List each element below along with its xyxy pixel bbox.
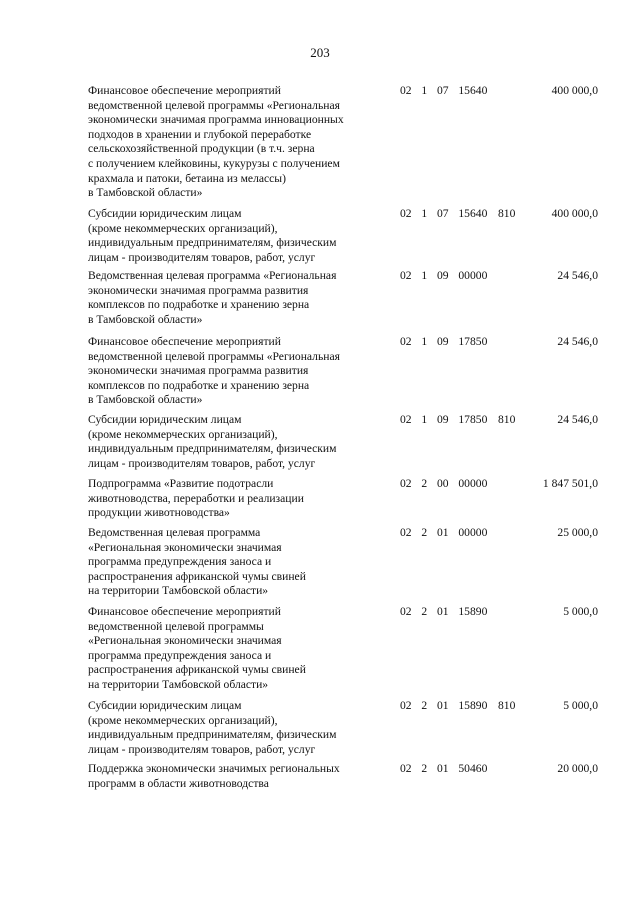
- row-code: 02 1 07 15640: [400, 84, 488, 97]
- row-description: Финансовое обеспечение мероприятий ведомственной целевой программы «Региональная экономически значимая программа инновационных подходов в хранении и глубокой переработке сельскохозяйственной продукции (в т.ч. зерна с получением клейковины, кукурузы с получением крахмала и патоки, бетаина из мелассы) в Тамбовской области»: [88, 84, 344, 200]
- row-description: Подпрограмма «Развитие подотрасли животноводства, переработки и реализации продукции животноводства»: [88, 477, 304, 520]
- row-code: 02 2 00 00000: [400, 477, 488, 490]
- row-code: 02 1 09 17850: [400, 335, 488, 348]
- page-number: 203: [310, 45, 330, 60]
- row-amount: 24 546,0: [557, 335, 598, 348]
- row-code: 02 1 09 00000: [400, 269, 488, 282]
- row-description: Субсидии юридическим лицам (кроме некоммерческих организаций), индивидуальным предпринимателям, физическим лицам - производителям товаров, работ, услуг: [88, 207, 337, 264]
- row-description: Субсидии юридическим лицам (кроме некоммерческих организаций), индивидуальным предпринимателям, физическим лицам - производителям товаров, работ, услуг: [88, 699, 337, 756]
- row-expense-type: 810: [498, 699, 516, 712]
- row-description: Субсидии юридическим лицам (кроме некоммерческих организаций), индивидуальным предпринимателям, физическим лицам - производителям товаров, работ, услуг: [88, 413, 337, 470]
- row-description: Ведомственная целевая программа «Региональная экономически значимая программа предупреждения заноса и распространения африканской чумы свиней на территории Тамбовской области»: [88, 526, 306, 598]
- row-code: 02 2 01 15890: [400, 699, 488, 712]
- row-description: Ведомственная целевая программа «Региональная экономически значимая программа развития комплексов по подработке и хранению зерна в Тамбовской области»: [88, 269, 337, 326]
- row-amount: 24 546,0: [557, 413, 598, 426]
- row-amount: 25 000,0: [557, 526, 598, 539]
- row-code: 02 2 01 00000: [400, 526, 488, 539]
- row-code: 02 2 01 15890: [400, 605, 488, 618]
- row-code: 02 2 01 50460: [400, 762, 488, 775]
- row-code: 02 1 09 17850: [400, 413, 488, 426]
- row-amount: 5 000,0: [563, 605, 598, 618]
- row-amount: 1 847 501,0: [542, 477, 598, 490]
- row-amount: 400 000,0: [551, 84, 598, 97]
- row-expense-type: 810: [498, 413, 516, 426]
- row-description: Финансовое обеспечение мероприятий ведомственной целевой программы «Региональная экономически значимая программа развития комплексов по подработке и хранению зерна в Тамбовской области»: [88, 335, 340, 407]
- row-amount: 400 000,0: [551, 207, 598, 220]
- row-description: Финансовое обеспечение мероприятий ведомственной целевой программы «Региональная экономически значимая программа предупреждения заноса и распространения африканской чумы свиней на территории Тамбовской области»: [88, 605, 306, 691]
- row-amount: 20 000,0: [557, 762, 598, 775]
- row-description: Поддержка экономически значимых региональных программ в области животноводства: [88, 762, 340, 790]
- row-amount: 24 546,0: [557, 269, 598, 282]
- row-expense-type: 810: [498, 207, 516, 220]
- row-code: 02 1 07 15640: [400, 207, 488, 220]
- row-amount: 5 000,0: [563, 699, 598, 712]
